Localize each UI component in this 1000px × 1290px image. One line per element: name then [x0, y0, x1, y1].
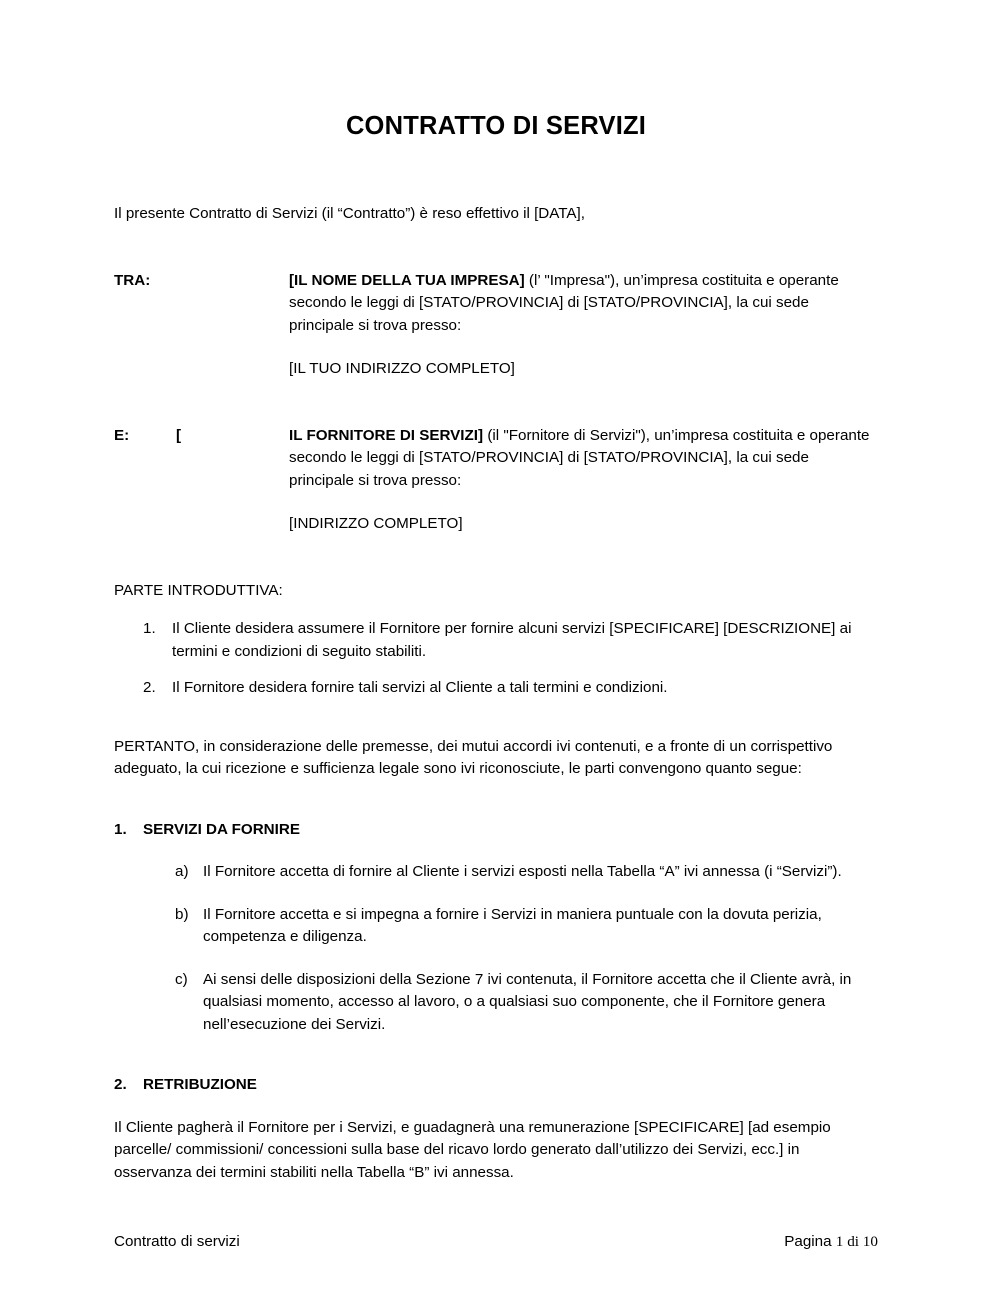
list-item-marker: b)	[175, 905, 189, 923]
party-address: [INDIRIZZO COMPLETO]	[289, 515, 463, 532]
list-item	[114, 861, 878, 884]
list-item-text: Il Cliente desidera assumere il Fornitore per fornire alcuni servizi [SPECIFICARE] [DESCRIZIONE] ai termini e condizioni di seguito stabiliti.	[172, 620, 852, 660]
list-item-marker: a)	[175, 863, 189, 880]
footer-page-label: Pagina	[784, 1233, 836, 1250]
party-block-e	[114, 425, 878, 536]
section-body-paragraph: Il Cliente pagherà il Fornitore per i Servizi, e guadagnerà una remunerazione [SPECIFICARE] [ad esempio parcelle/ commissioni/ concessioni sulla base del ricavo lordo generato dall’utilizzo dei Servizi, ecc.] in osservanza dei termini stabiliti nella Tabella “B” ivi annessa.	[114, 1118, 831, 1181]
party-bracket: [	[176, 426, 182, 444]
party-description-text: (l’ "Impresa"), un’impresa costituita e operante secondo le leggi di [STATO/PROVINCIA] di [STATO/PROVINCIA], la cui sede principale si trova presso:	[289, 271, 839, 334]
page-footer	[114, 1232, 878, 1252]
party-description-text: (il "Fornitore di Servizi"), un’impresa costituita e operante secondo le leggi di [STATO/PROVINCIA] di [STATO/PROVINCIA], la cui sede principale si trova presso:	[289, 426, 870, 489]
section-marker: 1.	[114, 820, 127, 838]
section-servizi-da-fornire	[114, 819, 878, 1037]
section-marker: 2.	[114, 1076, 127, 1093]
party-label: E:	[114, 426, 130, 444]
footer-page-value: 1 di 10	[835, 1233, 878, 1250]
list-item-marker: 2.	[143, 679, 156, 696]
pertanto-paragraph: PERTANTO, in considerazione delle premesse, dei mutui accordi ivi contenuti, e a fronte di un corrispettivo adeguato, la cui ricezione e sufficienza legale sono ivi riconosciute, le parti convengono quanto segue:	[114, 737, 833, 777]
list-item	[114, 677, 878, 700]
party-label: TRA:	[114, 271, 151, 289]
recitals-list	[114, 618, 878, 700]
list-item-text: Il Fornitore accetta e si impegna a fornire i Servizi in maniera puntuale con la dovuta perizia, competenza e diligenza.	[203, 905, 822, 945]
list-item-marker: c)	[175, 970, 188, 988]
section-retribuzione	[114, 1074, 878, 1184]
section-heading-text: SERVIZI DA FORNIRE	[143, 820, 300, 838]
list-item-text: Il Fornitore accetta di fornire al Cliente i servizi esposti nella Tabella “A” ivi annessa (i “Servizi”).	[203, 863, 842, 880]
section-heading-text: RETRIBUZIONE	[143, 1076, 257, 1093]
page-title: CONTRATTO DI SERVIZI	[345, 112, 647, 140]
footer-page-number	[784, 1232, 878, 1252]
list-item	[114, 904, 878, 949]
party-address: [IL TUO INDIRIZZO COMPLETO]	[289, 360, 515, 377]
footer-document-name: Contratto di servizi	[114, 1233, 240, 1250]
section-heading	[114, 819, 878, 842]
party-name: [IL NOME DELLA TUA IMPRESA]	[289, 271, 525, 289]
list-item	[114, 969, 878, 1037]
section-clause-list	[114, 861, 878, 1036]
document-content	[114, 0, 878, 1184]
list-item-marker: 1.	[143, 620, 156, 637]
party-description	[289, 425, 878, 493]
party-block-tra	[114, 270, 878, 381]
section-heading	[114, 1074, 878, 1097]
party-description	[289, 270, 878, 338]
party-name: IL FORNITORE DI SERVIZI]	[289, 426, 484, 444]
intro-paragraph: Il presente Contratto di Servizi (il “Contratto”) è reso effettivo il [DATA],	[114, 205, 585, 222]
recitals-heading: PARTE INTRODUTTIVA:	[114, 581, 283, 599]
list-item-text: Il Fornitore desidera fornire tali servizi al Cliente a tali termini e condizioni.	[172, 679, 668, 696]
list-item-text: Ai sensi delle disposizioni della Sezione 7 ivi contenuta, il Fornitore accetta che il Cliente avrà, in qualsiasi momento, accesso al lavoro, o a qualsiasi suo componente, che il Fornitore genera nell’esecuzione dei Servizi.	[203, 970, 852, 1033]
list-item	[114, 618, 878, 663]
